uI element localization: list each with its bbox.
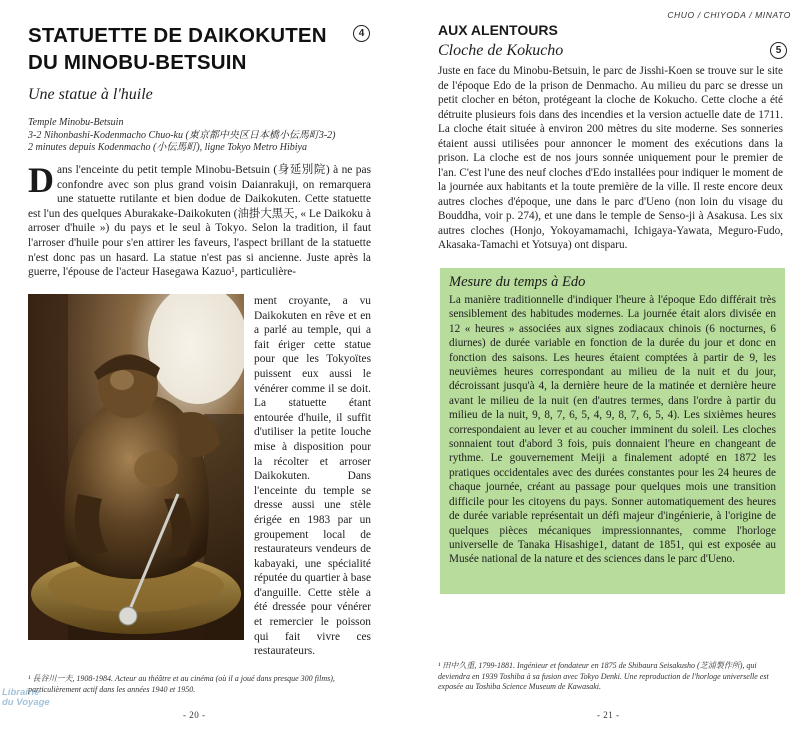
- page-number: - 21 -: [597, 710, 620, 720]
- sidebar-box-title: Mesure du temps à Edo: [449, 274, 586, 290]
- bookshop-watermark-stamp: [2, 688, 60, 728]
- running-head: CHUO / CHIYODA / MINATO: [667, 10, 791, 20]
- daikokuten-statue-photo: [28, 294, 244, 640]
- drop-cap: D: [28, 160, 54, 200]
- info-place: Temple Minobu-Betsuin: [28, 117, 124, 128]
- watermark-line: du Voyage: [2, 697, 50, 708]
- section-heading: AUX ALENTOURS: [438, 22, 558, 38]
- sidebar-box: [440, 268, 785, 594]
- right-page: [406, 0, 803, 731]
- section-subtitle: Cloche de Kokucho: [438, 42, 564, 59]
- sidebar-box-text: La manière traditionnelle d'indiquer l'heure à l'époque Edo différait très sensiblement des habitudes modernes. La journée était alors divisée en 12 « heures » associées aux signes zodiacaux chinois (6 nocturnes, 6 diurnes) de durée variable en fonction de la durée du jour et donc en fonction des saisons. Les heures étaient comptées à partir de 9, les neuvièmes heures correspondant au milieu de la nuit et du jour, décroissant jusqu'à 4, la dernière heure de la matinée et dernière heure avant le milieu de la nuit (en d'autres termes, dans l'ordre à partir du milieu de la nuit, 9, 8, 7, 6, 5, 4, 9, 8, 7, 6, 5, 4). Les sixièmes heures correspondaient au lever et au coucher imminent du soleil. Les cloches sonnaient tout d'abord 3 fois, puis donnaient l'heure en changeant de rythme. Le gouvernement Meiji a finalement adopté en 1872 les pratiques occidentales avec des durées constantes pour les 24 heures de chaque journée, créant au passage pour quelques mois une transition difficile pour les citoyens du pays. Sonner automatiquement des heures de durée variable représentait un défi majeur d'ingénierie, à l'origine de quelques pièces mécaniques impressionnantes, comme l'horloge universelle de Tanaka Hisashige1, datant de 1851, qui est exposée au Musée national de la nature et des sciences dans le parc d'Ueno.: [449, 294, 776, 566]
- watermark-line: Librairie: [2, 687, 40, 698]
- article-body: Juste en face du Minobu-Betsuin, le parc de Jisshi-Koen se trouve sur le site de l'époque Edo de la prison de Denmacho. Au milieu du parc se dresse un petit clocher en béton, protégeant la cloche de Kokucho. Cette cloche a été détruite plusieurs fois dans des incendies et la version actuelle date de 1711. La cloche était située à environ 200 mètres du site moderne. Ses sonneries étaient aussi utilisées pour annoncer le moment des exécutions dans la prison. La cloche est de nos jours sonnée uniquement pour le premier de l'an. C'est l'une des neuf cloches d'Edo installées pour indiquer le moment de la journée aux habitants et la toute première de la ville. Il reste encore deux autres cloches d'époque, une dans le parc d'Ueno (non loin du visage du Bouddha, voir p. 274), et une dans le temple de Senso-ji à Asakusa. Les six autres cloches (Honjo, Yokoyamamachi, Ichigaya-Yawata, Meguro-Fudo, Akasaka-Tamachi et Yotsuya) ont disparu.: [438, 65, 783, 251]
- practical-info: [28, 117, 378, 155]
- left-page: [0, 0, 395, 731]
- page-number: - 20 -: [183, 710, 206, 720]
- entry-number-badge: 5: [770, 42, 787, 59]
- info-access: 2 minutes depuis Kodenmacho (小伝馬町), ligne Tokyo Metro Hibiya: [28, 142, 307, 154]
- statue-photo-illustration: [28, 294, 244, 640]
- footnote: ¹ 田中久重, 1799-1881. Ingénieur et fondateur en 1875 de Shibaura Seisakusho (芝浦製作所), qui deviendra en 1939 Toshiba à sa fusion avec Tokyo Denki. Une reproduction de l'horloge universelle est exposée au Toshiba Science Museum de Kawasaki.: [438, 661, 769, 691]
- article-intro-text: ans l'enceinte du petit temple Minobu-Betsuin (身延別院) à ne pas confondre avec son plus grand voisin Daianrakuji, on remarquera une statuette rutilante et bien dodue de Daikokuten. Cette statuette est l'un des quelques Aburakake-Daikokuten (油掛大黒天, « Le Daikoku à arroser d'huile ») du pays et le seul à Tokyo. Selon la tradition, il faut l'arroser d'huile pour s'en attirer les faveurs, l'aspect brillant de la statuette n'est donc pas un hasard. La statue n'est pas si ancienne. Juste après la guerre, l'épouse de l'acteur Hasegawa Kazuo¹, particulière-: [28, 164, 371, 279]
- info-address: 3-2 Nihonbashi-Kodenmacho Chuo-ku (東京都中央区日本橋小伝馬町3-2): [28, 129, 336, 141]
- footnote: ¹ 長谷川一夫, 1908-1984. Acteur au théâtre et au cinéma (où il a joué dans presque 300 films), particulièrement actif dans les années 1940 et 1950.: [28, 674, 335, 694]
- page-subtitle: Une statue à l'huile: [28, 86, 153, 103]
- article-column: ment croyante, a vu Daikokuten en rêve et en a parlé au temple, qui a fait ériger cette statue pour que les Tokyoïtes puissent eux aussi le vénérer comme il se doit. La statuette étant entourée d'huile, il suffit d'utiliser la petite louche mise à disposition pour la récolter et arroser Daikokuten. Dans l'enceinte du temple se dresse aussi une stèle érigée en 1983 par un groupement local de restaurateurs vendeurs de kabayaki, une spécialité réputée du quartier à base d'anguille. Cette stèle a été dressée pour vénérer et remercier le poisson qui fait vivre ces restaurateurs.: [254, 295, 372, 658]
- article-intro: [28, 160, 371, 280]
- page-title: STATUETTE DE DAIKOKUTEN DU MINOBU-BETSUIN: [28, 24, 327, 74]
- entry-number-badge: 4: [353, 25, 370, 42]
